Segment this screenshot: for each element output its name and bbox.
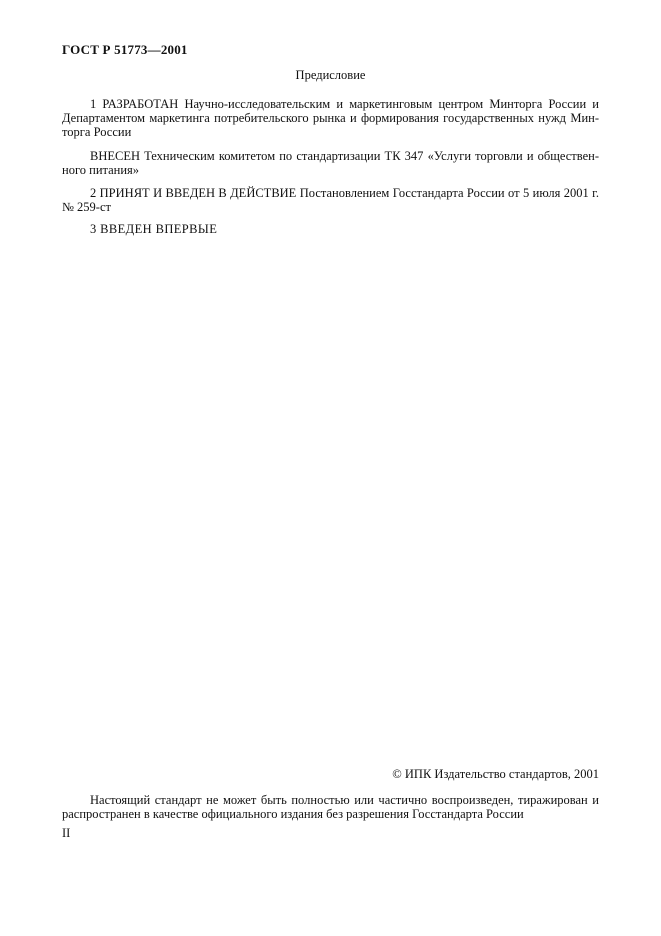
paragraph-line: 1 РАЗРАБОТАН Научно-исследовательским и маркетинговым центром Минторга России и: [90, 97, 599, 111]
paragraph-line: № 259-ст: [62, 200, 111, 214]
reproduction-notice: [62, 793, 599, 821]
paragraph-developed: [62, 97, 599, 139]
standard-code: ГОСТ Р 51773—2001: [62, 42, 188, 57]
page-title: Предисловие: [295, 68, 366, 82]
paragraph-adopted: [62, 186, 599, 214]
paragraph-introduced: [62, 149, 599, 177]
paragraph-line: торга России: [62, 125, 132, 139]
page-number: II: [62, 826, 71, 840]
paragraph-line: 2 ПРИНЯТ И ВВЕДЕН В ДЕЙСТВИЕ Постановлением Госстандарта России от 5 июля 2001 г.: [90, 186, 599, 200]
paragraph-first-introduced: [62, 222, 599, 236]
paragraph-line: ВНЕСЕН Техническим комитетом по стандартизации ТК 347 «Услуги торговли и обществен-: [90, 149, 599, 163]
notice-line: распространен в качестве официального издания без разрешения Госстандарта России: [62, 807, 524, 821]
notice-line: Настоящий стандарт не может быть полностью или частично воспроизведен, тиражирован и: [90, 793, 599, 807]
paragraph-line: ного питания»: [62, 163, 140, 177]
paragraph-line: 3 ВВЕДЕН ВПЕРВЫЕ: [90, 222, 218, 236]
paragraph-line: Департаментом маркетинга потребительского рынка и формирования государственных нужд Мин-: [62, 111, 599, 125]
copyright-notice: © ИПК Издательство стандартов, 2001: [392, 767, 599, 781]
